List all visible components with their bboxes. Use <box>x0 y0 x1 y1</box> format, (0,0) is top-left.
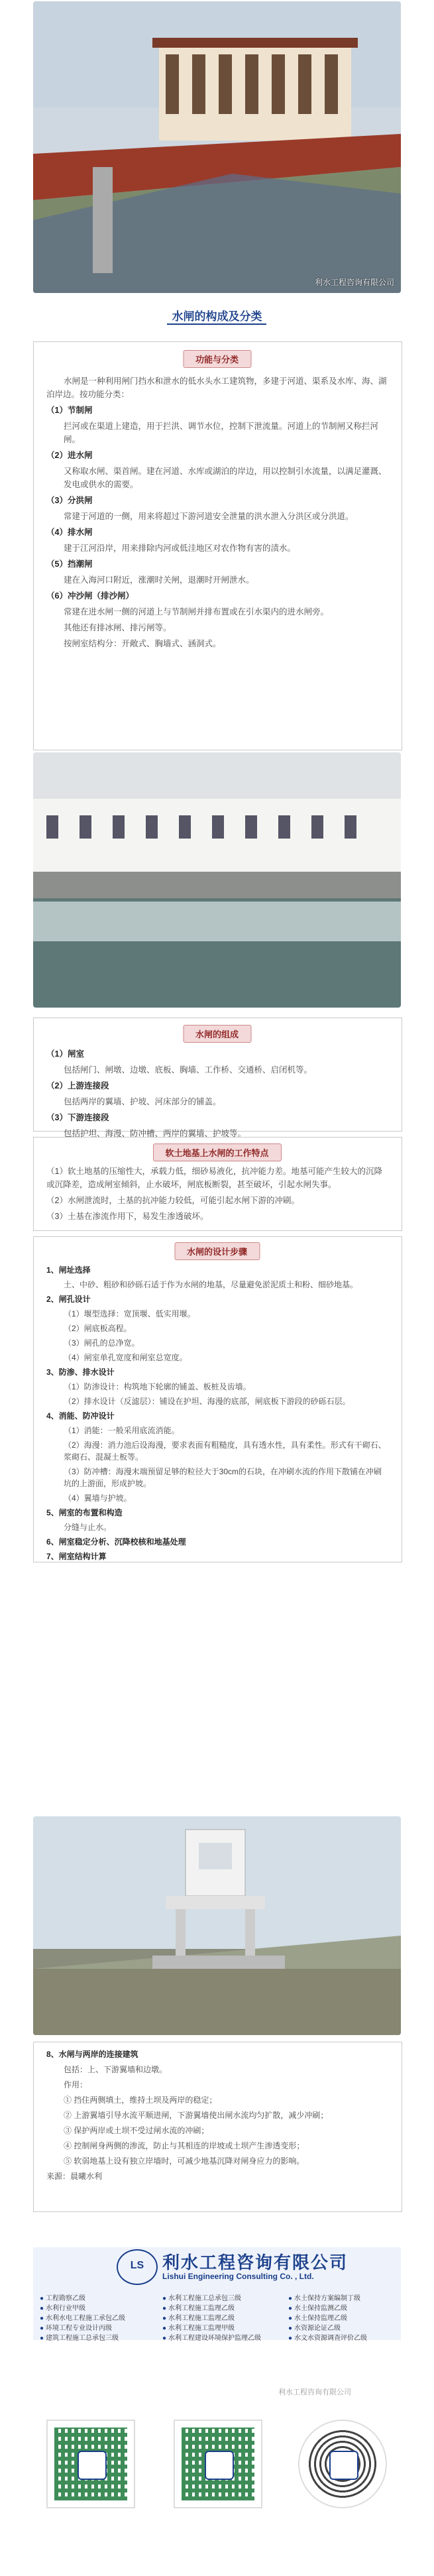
qualification-item: ● 水利水电工程施工承包乙级 <box>40 2315 126 2322</box>
step-heading: 3、防渗、排水设计 <box>46 1368 115 1377</box>
item-heading: （2）上游连接段 <box>46 1081 109 1090</box>
qualification-item: ● 工程勘察乙级 <box>40 2295 86 2302</box>
qualification-item: ● 环境工程专业设计丙级 <box>40 2325 113 2332</box>
item-text: 拦河或在渠道上建造，用于拦洪、调节水位，控制下泄流量。河道上的节制闸又称拦河闸。 <box>64 422 379 444</box>
footer-watermark: 利水工程咨询有限公司 <box>278 2388 351 2396</box>
qualification-item: ● 水土保持监理乙级 <box>288 2315 348 2322</box>
qualification-item: ● 水文水资源调查评价乙级 <box>288 2335 368 2342</box>
qr-logo-icon <box>205 2451 234 2480</box>
qualification-item: ● 水资源论证乙级 <box>288 2325 341 2332</box>
step-text: 包括：上、下游翼墙和边墩。 <box>64 2065 168 2074</box>
item-text: 包括闸门、闸墩、边墩、底板、胸墙、工作桥、交通桥、启闭机等。 <box>64 1065 313 1075</box>
section-label-soft-soil: 软土地基上水闸的工作特点 <box>152 1143 281 1161</box>
qualification-item: ● 水利工程施工监理乙级 <box>162 2305 235 2312</box>
item-heading: （3）下游连接段 <box>46 1113 109 1122</box>
photo-watermark: 利水工程咨询有限公司 <box>314 278 394 287</box>
extra-text: 其他还有排冰闸、排污闸等。 <box>64 623 172 632</box>
title-underline <box>167 323 266 325</box>
item-text: 常建于河道的一侧，用来将超过下游河道安全泄量的洪水泄入分洪区或分洪道。 <box>64 512 354 521</box>
point-text: （2）水闸泄流时，土基的抗冲能力较低，可能引起水闸下游的冲刷。 <box>46 1196 299 1205</box>
tower-photo <box>33 1816 401 2035</box>
qr-logo-icon <box>329 2451 358 2480</box>
section-soft-soil-text <box>46 1165 388 1226</box>
sluice-gates-photo <box>33 752 401 1008</box>
qr-code-row <box>33 2420 401 2552</box>
step-text: ⑤ 软弱地基上设有独立岸墙时，可减少地基沉降对闸身应力的影响。 <box>64 2156 305 2166</box>
step-text: （3）防冲槽：海漫末端预留足够的粒径大于30cm的石块，在冲刷水流的作用下散铺在冲刷坑的上游面，形成护坡。 <box>64 1467 382 1488</box>
item-heading: （1）节制闸 <box>46 406 93 415</box>
source-line: 来源：晨曦水利 <box>46 2172 103 2181</box>
qualification-item: ● 水利工程施工监理乙级 <box>162 2315 235 2322</box>
sluice-gates-illustration <box>33 752 401 1008</box>
section-label-composition: 水闸的组成 <box>183 1025 251 1043</box>
section-design-steps-text <box>46 1264 388 1565</box>
item-heading: （6）冲沙闸（排沙闸） <box>46 591 134 601</box>
step-text: （1）堰型选择：宽顶堰、低实用堰。 <box>64 1309 195 1318</box>
company-name-en: Lishui Engineering Consulting Co. , Ltd. <box>162 2272 314 2281</box>
step-text: （3）闸孔的总净宽。 <box>64 1338 140 1348</box>
step-text: （1）消能：一般采用底流消能。 <box>64 1426 180 1435</box>
qr-logo-icon <box>78 2451 107 2480</box>
section-functions-text <box>46 375 388 653</box>
qr-code-1[interactable] <box>46 2420 135 2508</box>
step-text: （2）排水设计（反滤层）：铺设在护坦、海漫的底部，闸底板下游段的砂砾石层。 <box>64 1397 351 1406</box>
qualification-item: ● 水利行业甲级 <box>40 2305 86 2312</box>
item-heading: （2）进水闸 <box>46 451 93 460</box>
step-heading: 7、闸室结构计算 <box>46 1552 107 1561</box>
item-heading: （4）排水闸 <box>46 528 93 537</box>
step-heading: 1、闸址选择 <box>46 1265 91 1275</box>
item-text: 包括护坦、海漫、防冲槽、两岸的翼墙、护坡等。 <box>64 1129 246 1138</box>
qualification-item: ● 建筑工程施工总承包三级 <box>40 2335 119 2342</box>
qualification-item: ● 水利工程施工监理甲级 <box>162 2325 235 2332</box>
item-text: 常建在进水闸一侧的河道上与节制闸并排布置或在引水渠内的进水闸旁。 <box>64 607 329 616</box>
header-photo <box>33 1 401 293</box>
step-text: 土、中砂、粗砂和砂砾石适于作为水闸的地基，尽量避免淤泥质土和粉、细砂地基。 <box>64 1280 358 1289</box>
qr-code-3[interactable] <box>298 2420 387 2508</box>
step-text: ② 上游翼墙引导水流平顺进闸，下游翼墙使出闸水流均匀扩散，减少冲刷； <box>64 2111 329 2120</box>
point-text: （1）软土地基的压缩性大，承载力低，细砂易液化，抗冲能力差。地基可能产生较大的沉降或沉降差，造成闸室倾斜，止水破坏，闸底板断裂，甚至破坏，引起水闸失事。 <box>46 1167 382 1189</box>
section-label-design-steps: 水闸的设计步骤 <box>174 1242 260 1260</box>
section-connection-text <box>46 2048 388 2186</box>
qualification-item: ● 水利工程建设环境保护监理乙级 <box>162 2335 262 2342</box>
qr-code-2[interactable] <box>174 2420 262 2508</box>
extra-text: 按闸室结构分：开敞式、胸墙式、涵洞式。 <box>64 639 221 648</box>
step-text: 分缝与止水。 <box>64 1523 112 1532</box>
step-text: （1）防渗设计：构筑地下轮廓的铺盖、板桩及齿墙。 <box>64 1382 251 1391</box>
qualification-item: ● 水土保持监测乙级 <box>288 2305 348 2312</box>
intro-paragraph: 水闸是一种利用闸门挡水和泄水的低水头水工建筑物，多建于河道、渠系及水库、海、湖泊岸边。按功能分类： <box>46 377 387 399</box>
company-name: 利水工程咨询有限公司 <box>162 2253 349 2272</box>
step-heading: 5、闸室的布置和构造 <box>46 1508 123 1517</box>
step-text: ④ 控制闸身两侧的渗流，防止与其相连的岸坡或土坝产生渗透变形； <box>64 2141 305 2150</box>
company-logo-icon <box>117 2249 158 2285</box>
logo-text: LS <box>130 2260 144 2271</box>
item-heading: （5）挡潮闸 <box>46 559 93 569</box>
intake-tower-illustration <box>33 1816 401 2035</box>
item-heading: （3）分洪闸 <box>46 496 93 505</box>
item-text: 又称取水闸、渠首闸。建在河道、水库或湖泊的岸边，用以控制引水流量，以满足灌溉、发电或供水的需要。 <box>64 467 387 489</box>
sluice-building-illustration <box>33 1 401 293</box>
step-text: ③ 保护两岸或土坝不受过闸水流的冲刷； <box>64 2126 209 2135</box>
step-heading: 6、闸室稳定分析、沉降校核和地基处理 <box>46 1537 186 1547</box>
qualification-item: ● 水利工程施工总承包三级 <box>162 2295 242 2302</box>
step-heading: 8、水闸与两岸的连接建筑 <box>46 2050 138 2059</box>
step-text: 作用： <box>64 2080 88 2089</box>
section-composition-text <box>46 1047 388 1143</box>
step-heading: 2、闸孔设计 <box>46 1295 91 1304</box>
step-heading: 4、消能、防冲设计 <box>46 1411 115 1421</box>
point-text: （3）土基在渗流作用下，易发生渗透破坏。 <box>46 1212 209 1221</box>
item-text: 建在入海河口附近，涨潮时关闸，退潮时开闸泄水。 <box>64 575 254 585</box>
item-text: 包括两岸的翼墙、护坡、河床部分的铺盖。 <box>64 1097 221 1106</box>
step-text: （4）翼墙与护坡。 <box>64 1493 132 1503</box>
step-text: （4）闸室单孔宽度和闸室总宽度。 <box>64 1353 188 1362</box>
step-text: （2）海漫：消力池后设海漫，要求表面有粗糙度，具有透水性，具有柔性。形式有干砌石、浆砌石、混凝土板等。 <box>64 1440 386 1462</box>
item-text: 建于江河沿岸，用来排除内河或低洼地区对农作物有害的渍水。 <box>64 544 296 553</box>
article-title: 水闸的构成及分类 <box>172 310 262 323</box>
step-text: ① 挡住两侧填土，维持土坝及两岸的稳定； <box>64 2095 217 2105</box>
item-heading: （1）闸室 <box>46 1049 84 1059</box>
section-label-functions: 功能与分类 <box>183 350 251 368</box>
qualification-item: ● 水土保持方案编制丁级 <box>288 2295 361 2302</box>
step-text: （2）闸底板高程。 <box>64 1324 132 1333</box>
